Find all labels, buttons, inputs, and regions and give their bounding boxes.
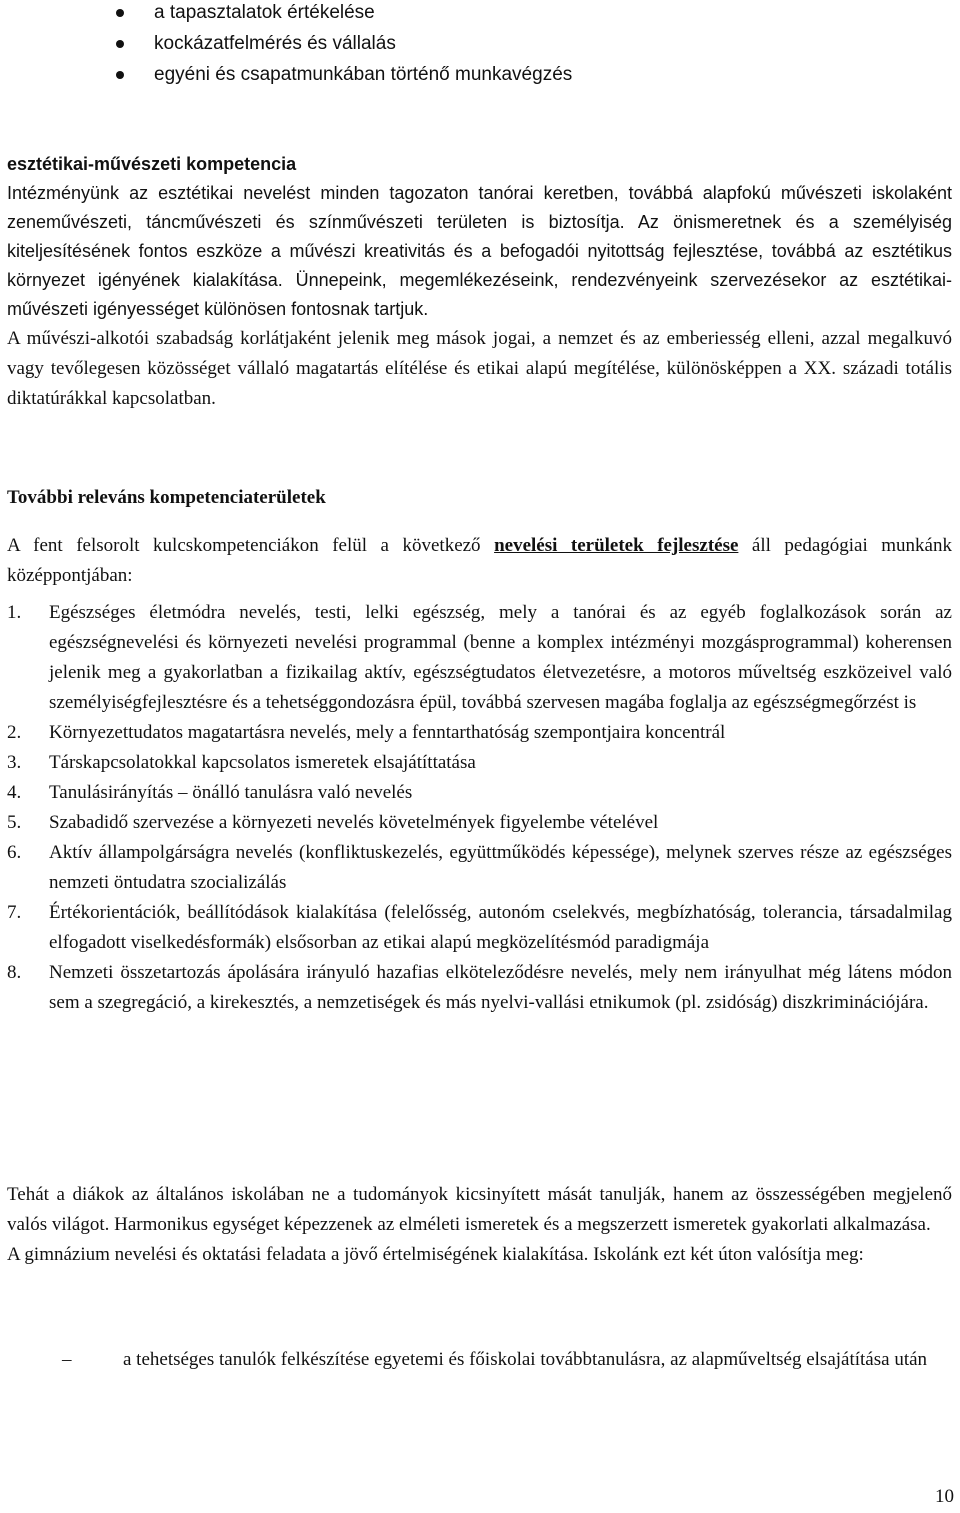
paragraph: Tehát a diákok az általános iskolában ne a tudományok kicsinyített mását tanulják, hanem az összességében megjelenő valós világot. Harmonikus egységet képezzenek az elméleti ismeretek és a megszerzett ismeretek gyakorlati alkalmazása. <box>7 1184 952 1235</box>
item-number: 8. <box>7 962 22 983</box>
item-number: 7. <box>7 902 22 923</box>
aesthetic-section <box>7 150 952 414</box>
numbered-item <box>7 808 952 838</box>
item-text: Környezettudatos magatartásra nevelés, mely a fenntarthatóság szempontjaira koncentrál <box>49 722 726 743</box>
item-text: Értékorientációk, beállítódások kialakítása (felelősség, autonóm cselekvés, megbízhatóság, tolerancia, társadalmilag elfogadott viselkedésformák) elsősorban az etikai alapú megközelítésmód paradigmája <box>49 902 952 953</box>
section-heading: esztétikai-művészeti kompetencia <box>7 154 297 174</box>
numbered-item <box>7 958 952 1018</box>
item-number: 5. <box>7 812 22 833</box>
bullet-icon <box>116 9 124 17</box>
dash-list-item <box>62 1345 952 1375</box>
item-text: Tanulásirányítás – önálló tanulásra való nevelés <box>49 782 413 803</box>
numbered-item <box>7 778 952 808</box>
dash-marker: – <box>62 1349 72 1370</box>
closing-section <box>7 1180 952 1270</box>
list-item-text: kockázatfelmérés és vállalás <box>154 33 396 54</box>
paragraph: A művészi-alkotói szabadság korlátjaként jelenik meg mások jogai, a nemzet és az emberiesség elleni, azzal megalkuvó vagy tevőlegesen közösséget vállaló magatartás elítélése és etikai alapú megítélése, különösképpen a XX. századi totális diktatúrákkal kapcsolatban. <box>7 328 952 409</box>
list-item <box>110 62 572 93</box>
list-item <box>110 31 572 62</box>
further-section <box>7 483 952 591</box>
item-number: 2. <box>7 722 22 743</box>
numbered-item <box>7 838 952 898</box>
item-text: Aktív állampolgárságra nevelés (konfliktuskezelés, együttműködés képessége), melynek szerves része az egészséges nemzeti öntudatra szocializálás <box>49 842 952 893</box>
paragraph <box>7 531 952 591</box>
item-number: 6. <box>7 842 22 863</box>
numbered-item <box>7 598 952 718</box>
section-heading: További releváns kompetenciaterületek <box>7 487 326 508</box>
item-text: Egészséges életmódra nevelés, testi, lelki egészség, mely a tanórai és az egyéb foglalkozások során az egészségnevelési és környezeti nevelési programmal (benne a komplex intézményi mozgásprogrammal) koherensen jelenik meg a gyakorlatban a fizikailag aktív, egészségtudatos életvezetésre, a motoros műveltség eszközeivel való személyiségfejlesztésre és a tehetséggondozásra épül, továbbá szervesen magába foglalja az egészségmegőrzést is <box>49 602 952 713</box>
item-text: Szabadidő szervezése a környezeti nevelés követelmények figyelembe vételével <box>49 812 659 833</box>
page-number: 10 <box>935 1486 954 1507</box>
bullet-list <box>110 0 572 93</box>
intro-text: áll pedagógiai munkánk középpontjában: <box>7 535 952 586</box>
paragraph: Intézményünk az esztétikai nevelést minden tagozaton tanórai keretben, továbbá alapfokú művészeti iskolaként zeneművészeti, táncművészeti és színművészeti területen is biztosítja. Az önismeretnek és a személyiség kiteljesítésének fontos eszköze a művészi kreativitás és a befogadói nyitottság fejlesztése, továbbá az esztétikus környezet igényének kialakítása. Ünnepeink, megemlékezéseink, rendezvényeink szervezésekor az esztétikai-művészeti igényességet különösen fontosnak tartjuk. <box>7 183 952 319</box>
intro-text: A fent felsorolt kulcskompetenciákon felül a következő <box>7 535 495 556</box>
numbered-item <box>7 718 952 748</box>
item-text: Társkapcsolatokkal kapcsolatos ismeretek elsajátíttatása <box>49 752 476 773</box>
dash-item-text: a tehetséges tanulók felkészítése egyetemi és főiskolai továbbtanulásra, az alapműveltség elsajátítása után <box>123 1349 928 1370</box>
bullet-icon <box>116 71 124 79</box>
list-item-text: egyéni és csapatmunkában történő munkavégzés <box>154 64 573 85</box>
item-number: 4. <box>7 782 22 803</box>
underlined-term: nevelési területek fejlesztése <box>494 535 739 556</box>
item-number: 3. <box>7 752 22 773</box>
numbered-list <box>7 598 952 1018</box>
paragraph: A gimnázium nevelési és oktatási feladata a jövő értelmiségének kialakítása. Iskolánk ezt két úton valósítja meg: <box>7 1244 864 1265</box>
bullet-icon <box>116 40 124 48</box>
numbered-item <box>7 748 952 778</box>
list-item <box>110 0 572 31</box>
numbered-item <box>7 898 952 958</box>
item-text: Nemzeti összetartozás ápolására irányuló hazafias elköteleződésre nevelés, mely nem irányulhat még látens módon sem a szegregáció, a kirekesztés, a nemzetiségek és más nyelvi-vallási etnikumok (pl. zsidóság) diszkriminációjára. <box>49 962 952 1013</box>
item-number: 1. <box>7 602 22 623</box>
list-item-text: a tapasztalatok értékelése <box>154 2 375 23</box>
